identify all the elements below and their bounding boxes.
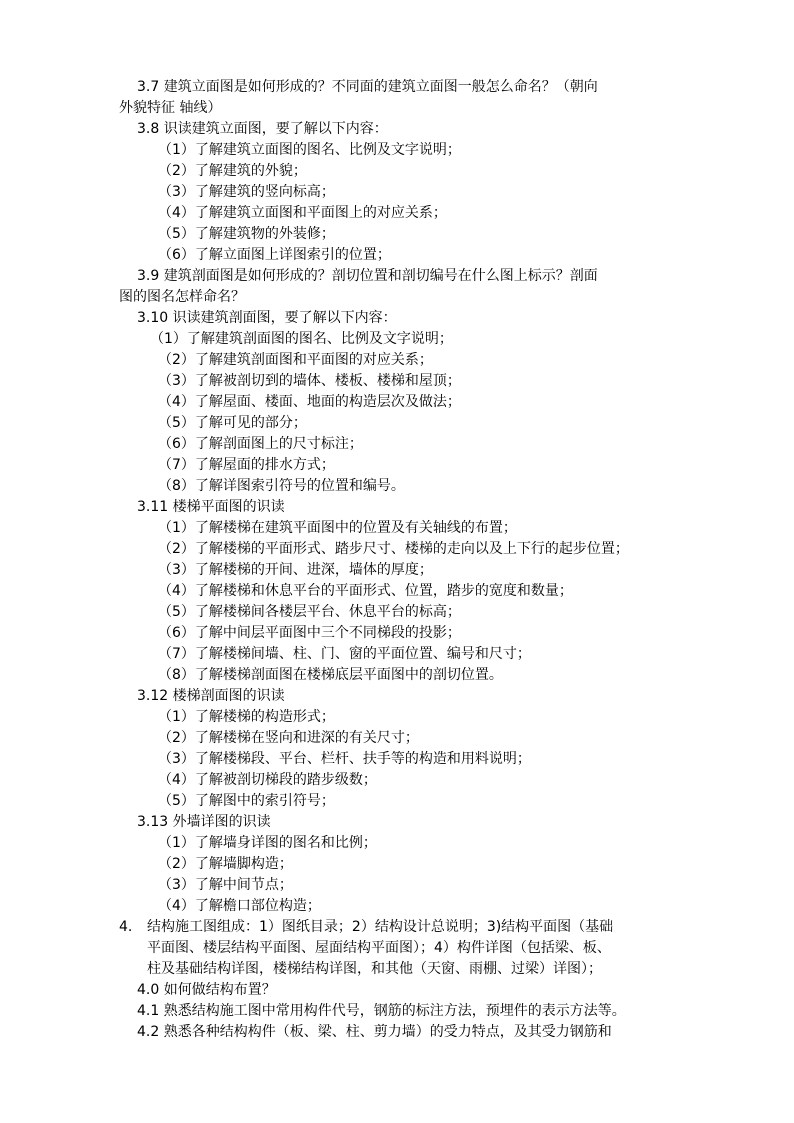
list-item: （5）了解建筑物的外装修； bbox=[158, 226, 335, 242]
question-3-7: 3.7 建筑立面图是如何形成的？不同面的建筑立面图一般怎么命名？（朝向 bbox=[137, 79, 598, 95]
section-4-2-text: 4.2 熟悉各种结构构件（板、梁、柱、剪力墙）的受力特点，及其受力钢筋和 bbox=[137, 1024, 612, 1040]
list-item: （3）了解楼梯段、平台、栏杆、扶手等的构造和用料说明； bbox=[158, 751, 531, 767]
list-item: （8）了解详图索引符号的位置和编号。 bbox=[158, 478, 405, 494]
list-item: （1）了解建筑剖面图的图名、比例及文字说明； bbox=[150, 331, 453, 347]
list-item: （1）了解墙身详图的图名和比例； bbox=[158, 835, 377, 851]
list-item: （4）了解被剖切梯段的踏步级数； bbox=[158, 772, 377, 788]
list-item: （3）了解被剖切到的墙体、楼板、楼梯和屋顶； bbox=[158, 373, 461, 389]
list-item: （3）了解楼梯的开间、进深，墙体的厚度； bbox=[158, 562, 433, 578]
list-item: （6）了解中间层平面图中三个不同梯段的投影； bbox=[158, 625, 461, 641]
section-4-1-text: 4.1 熟悉结构施工图中常用构件代号，钢筋的标注方法，预埋件的表示方法等。 bbox=[137, 1003, 626, 1019]
section-3-8-heading: 3.8 识读建筑立面图，要了解以下内容： bbox=[137, 121, 388, 137]
list-item: （5）了解可见的部分； bbox=[158, 415, 307, 431]
list-item: （2）了解建筑剖面图和平面图的对应关系； bbox=[158, 352, 433, 368]
list-item: （6）了解剖面图上的尺寸标注； bbox=[158, 436, 363, 452]
list-item: （6）了解立面图上详图索引的位置； bbox=[158, 247, 391, 263]
list-item: （4）了解屋面、楼面、地面的构造层次及做法； bbox=[158, 394, 461, 410]
list-item: （1）了解楼梯的构造形式； bbox=[158, 709, 335, 725]
list-item: （1）了解楼梯在建筑平面图中的位置及有关轴线的布置； bbox=[158, 520, 517, 536]
section-4-0-heading: 4.0 如何做结构布置？ bbox=[137, 982, 276, 998]
list-item: （5）了解楼梯间各楼层平台、休息平台的标高； bbox=[158, 604, 461, 620]
section-4-heading: 结构施工图组成：1）图纸目录；2）结构设计总说明；3)结构平面图（基础 bbox=[147, 919, 614, 935]
list-item: （2）了解楼梯在竖向和进深的有关尺寸； bbox=[158, 730, 419, 746]
list-item: （4）了解楼梯和休息平台的平面形式、位置，踏步的宽度和数量； bbox=[158, 583, 573, 599]
section-3-11-heading: 3.11 楼梯平面图的识读 bbox=[137, 499, 285, 515]
section-3-12-heading: 3.12 楼梯剖面图的识读 bbox=[137, 688, 285, 704]
list-item: （4）了解檐口部位构造； bbox=[158, 898, 321, 914]
list-item: （4）了解建筑立面图和平面图上的对应关系； bbox=[158, 205, 447, 221]
list-item: （3）了解中间节点； bbox=[158, 877, 293, 893]
section-4-heading-continued: 平面图、楼层结构平面图、屋面结构平面图）；4）构件详图（包括梁、板、 bbox=[147, 940, 611, 956]
section-3-10-heading: 3.10 识读建筑剖面图，要了解以下内容： bbox=[137, 310, 397, 326]
list-item: （7）了解楼梯间墙、柱、门、窗的平面位置、编号和尺寸； bbox=[158, 646, 531, 662]
list-item: （3）了解建筑的竖向标高； bbox=[158, 184, 335, 200]
list-item: （8）了解楼梯剖面图在楼梯底层平面图中的剖切位置。 bbox=[158, 667, 503, 683]
list-item: （7）了解屋面的排水方式； bbox=[158, 457, 335, 473]
list-item: （5）了解图中的索引符号； bbox=[158, 793, 335, 809]
question-3-9-continued: 图的图名怎样命名？ bbox=[119, 289, 245, 305]
section-3-13-heading: 3.13 外墙详图的识读 bbox=[137, 814, 271, 830]
section-4-number: 4. bbox=[119, 919, 133, 935]
section-4-heading-continued: 柱及基础结构详图，楼梯结构详图，和其他（天窗、雨棚、过梁）详图）； bbox=[147, 961, 602, 977]
list-item: （2）了解建筑的外貌； bbox=[158, 163, 307, 179]
list-item: （2）了解墙脚构造； bbox=[158, 856, 293, 872]
question-3-7-continued: 外貌特征 轴线） bbox=[119, 100, 222, 116]
list-item: （2）了解楼梯的平面形式、踏步尺寸、楼梯的走向以及上下行的起步位置； bbox=[158, 541, 629, 557]
list-item: （1）了解建筑立面图的图名、比例及文字说明； bbox=[158, 142, 461, 158]
question-3-9: 3.9 建筑剖面图是如何形成的？剖切位置和剖切编号在什么图上标示？剖面 bbox=[137, 268, 598, 284]
